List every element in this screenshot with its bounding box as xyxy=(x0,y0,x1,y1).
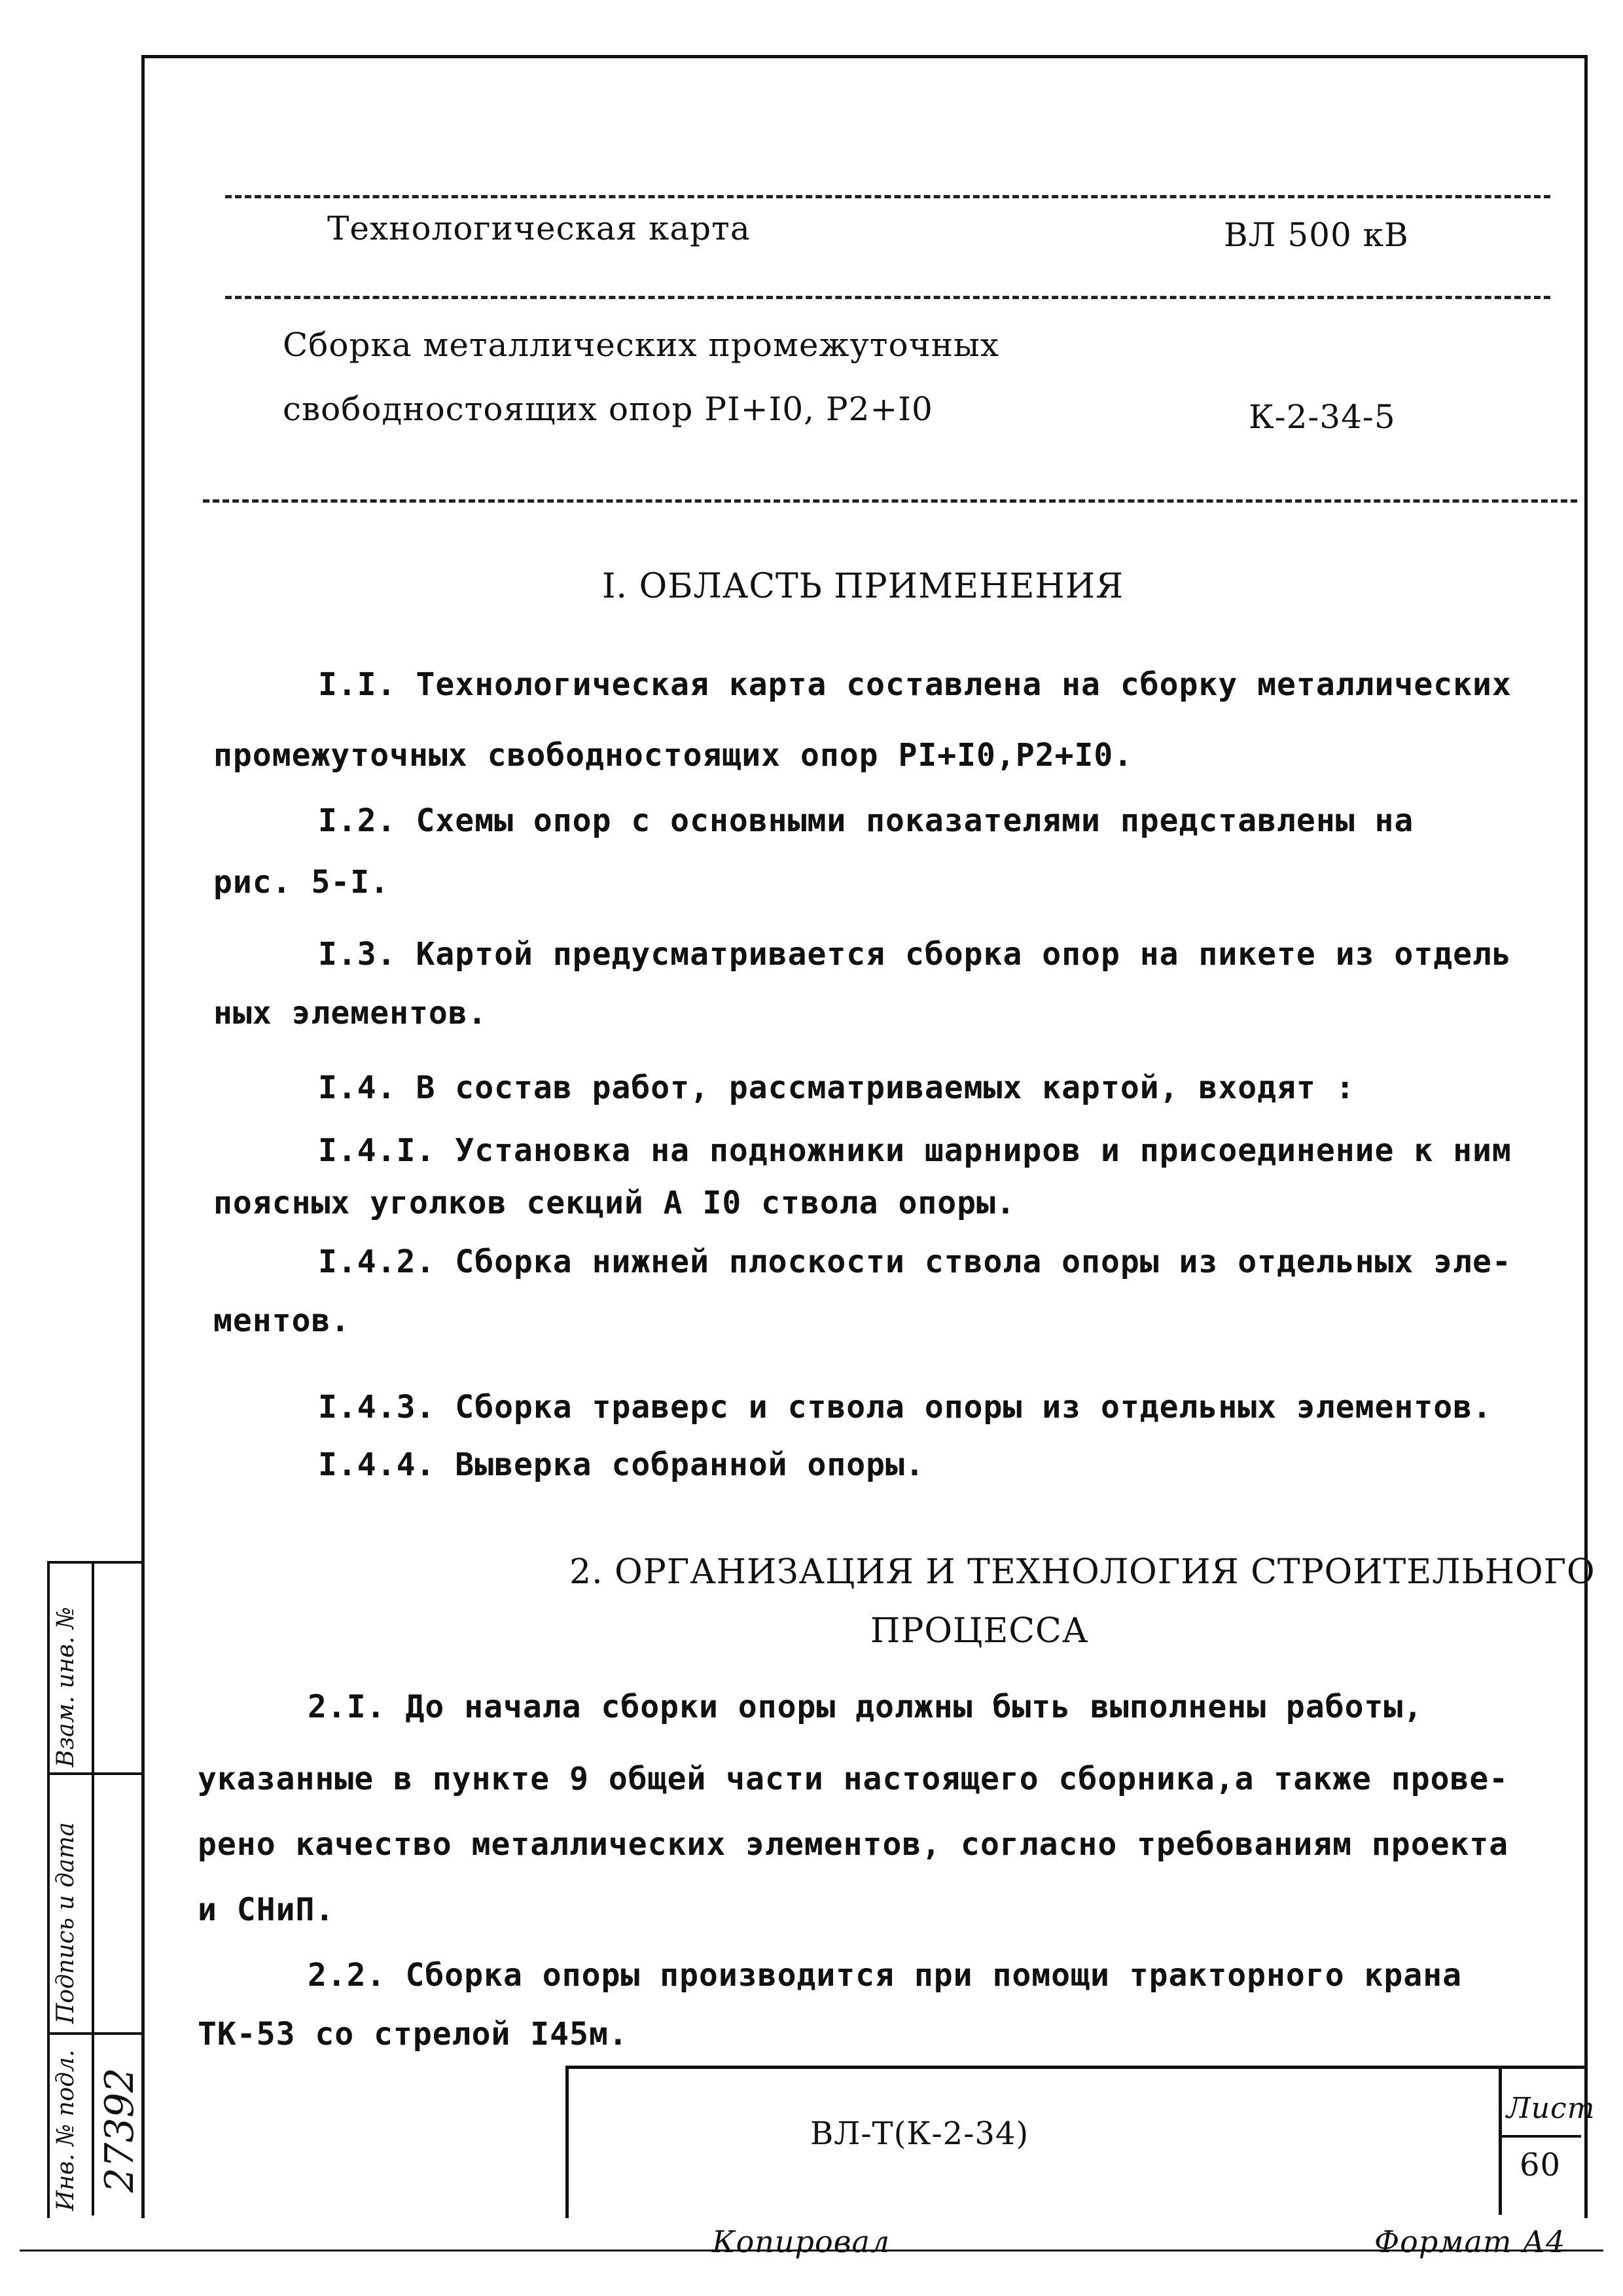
replace-inv-label: Взам. инв. № xyxy=(52,1606,79,1767)
para-line: I.3. Картой предусматривается сборка опор на пикете из отдель xyxy=(318,936,1512,973)
format-label: Формат А4 xyxy=(1374,2224,1566,2259)
doc-code: К-2-34-5 xyxy=(1249,398,1396,436)
card-type: Технологическая карта xyxy=(327,209,751,247)
divider-dashed xyxy=(225,296,1550,299)
sheet-label: Лист xyxy=(1507,2092,1596,2125)
para-line: рено качество металлических элементов, согласно требованиям проекта xyxy=(198,1826,1509,1863)
inv-number: 27392 xyxy=(97,2068,143,2193)
para-line: I.I. Технологическая карта составлена на сборку металлических xyxy=(318,666,1512,703)
sheet-cell-divider xyxy=(1499,2135,1581,2138)
para-line: ТК-53 со стрелой I45м. xyxy=(198,2016,628,2053)
para-line: и СНиП. xyxy=(198,1892,335,1928)
para-line: I.4.4. Выверка собранной опоры. xyxy=(318,1446,925,1483)
para-line: указанные в пункте 9 общей части настоящего сборника,а также прове- xyxy=(198,1761,1509,1797)
sheet-cell xyxy=(1499,2066,1584,2215)
para-line: I.4.I. Установка на подножники шарниров и присоединение к ним xyxy=(318,1132,1512,1169)
title-line-1: Сборка металлических промежуточных xyxy=(283,326,1000,364)
para-line: рис. 5-I. xyxy=(213,864,390,901)
para-line: поясных уголков секций А I0 ствола опоры. xyxy=(213,1185,1016,1221)
sheet-number: 60 xyxy=(1520,2147,1561,2183)
sign-date-label: Подпись и дата xyxy=(52,1822,79,2024)
inv-number-label: Инв. № подл. xyxy=(52,2049,79,2211)
para-line: I.4.3. Сборка траверс и ствола опоры из отдельных элементов. xyxy=(318,1389,1492,1426)
copied-by-label: Копировал xyxy=(712,2224,891,2259)
para-line: ментов. xyxy=(213,1302,351,1339)
section-2-heading-line-2: ПРОЦЕССА xyxy=(870,1611,1089,1651)
title-line-2: свободностоящих опор PI+I0, P2+I0 xyxy=(283,390,933,428)
section-1-heading: I. ОБЛАСТЬ ПРИМЕНЕНИЯ xyxy=(602,567,1124,606)
para-line: 2.2. Сборка опоры производится при помощи тракторного крана xyxy=(308,1957,1463,1994)
side-strip-column-divider xyxy=(92,1561,94,2215)
para-line: I.4.2. Сборка нижней плоскости ствола опоры из отдельных эле- xyxy=(318,1244,1512,1280)
divider-dashed xyxy=(203,499,1577,503)
para-line: ных элементов. xyxy=(213,995,488,1031)
para-line: промежуточных свободностоящих опор PI+I0,P2+I0. xyxy=(213,737,1133,774)
section-2-heading-line-1: 2. ОРГАНИЗАЦИЯ И ТЕХНОЛОГИЯ СТРОИТЕЛЬНОГО xyxy=(569,1552,1596,1592)
title-block xyxy=(565,2066,1584,2218)
voltage-label: ВЛ 500 кВ xyxy=(1224,216,1409,254)
side-strip-row-divider xyxy=(47,1772,141,1775)
side-strip-row-divider xyxy=(47,2032,141,2035)
para-line: I.2. Схемы опор с основными показателями представлены на xyxy=(318,802,1414,839)
para-line: 2.I. До начала сборки опоры должны быть выполнены работы, xyxy=(308,1689,1423,1725)
para-line: I.4. В состав работ, рассматриваемых картой, входят : xyxy=(318,1069,1355,1106)
divider-dashed xyxy=(225,195,1550,198)
stamp-doc-code: ВЛ-Т(К-2-34) xyxy=(810,2115,1029,2152)
